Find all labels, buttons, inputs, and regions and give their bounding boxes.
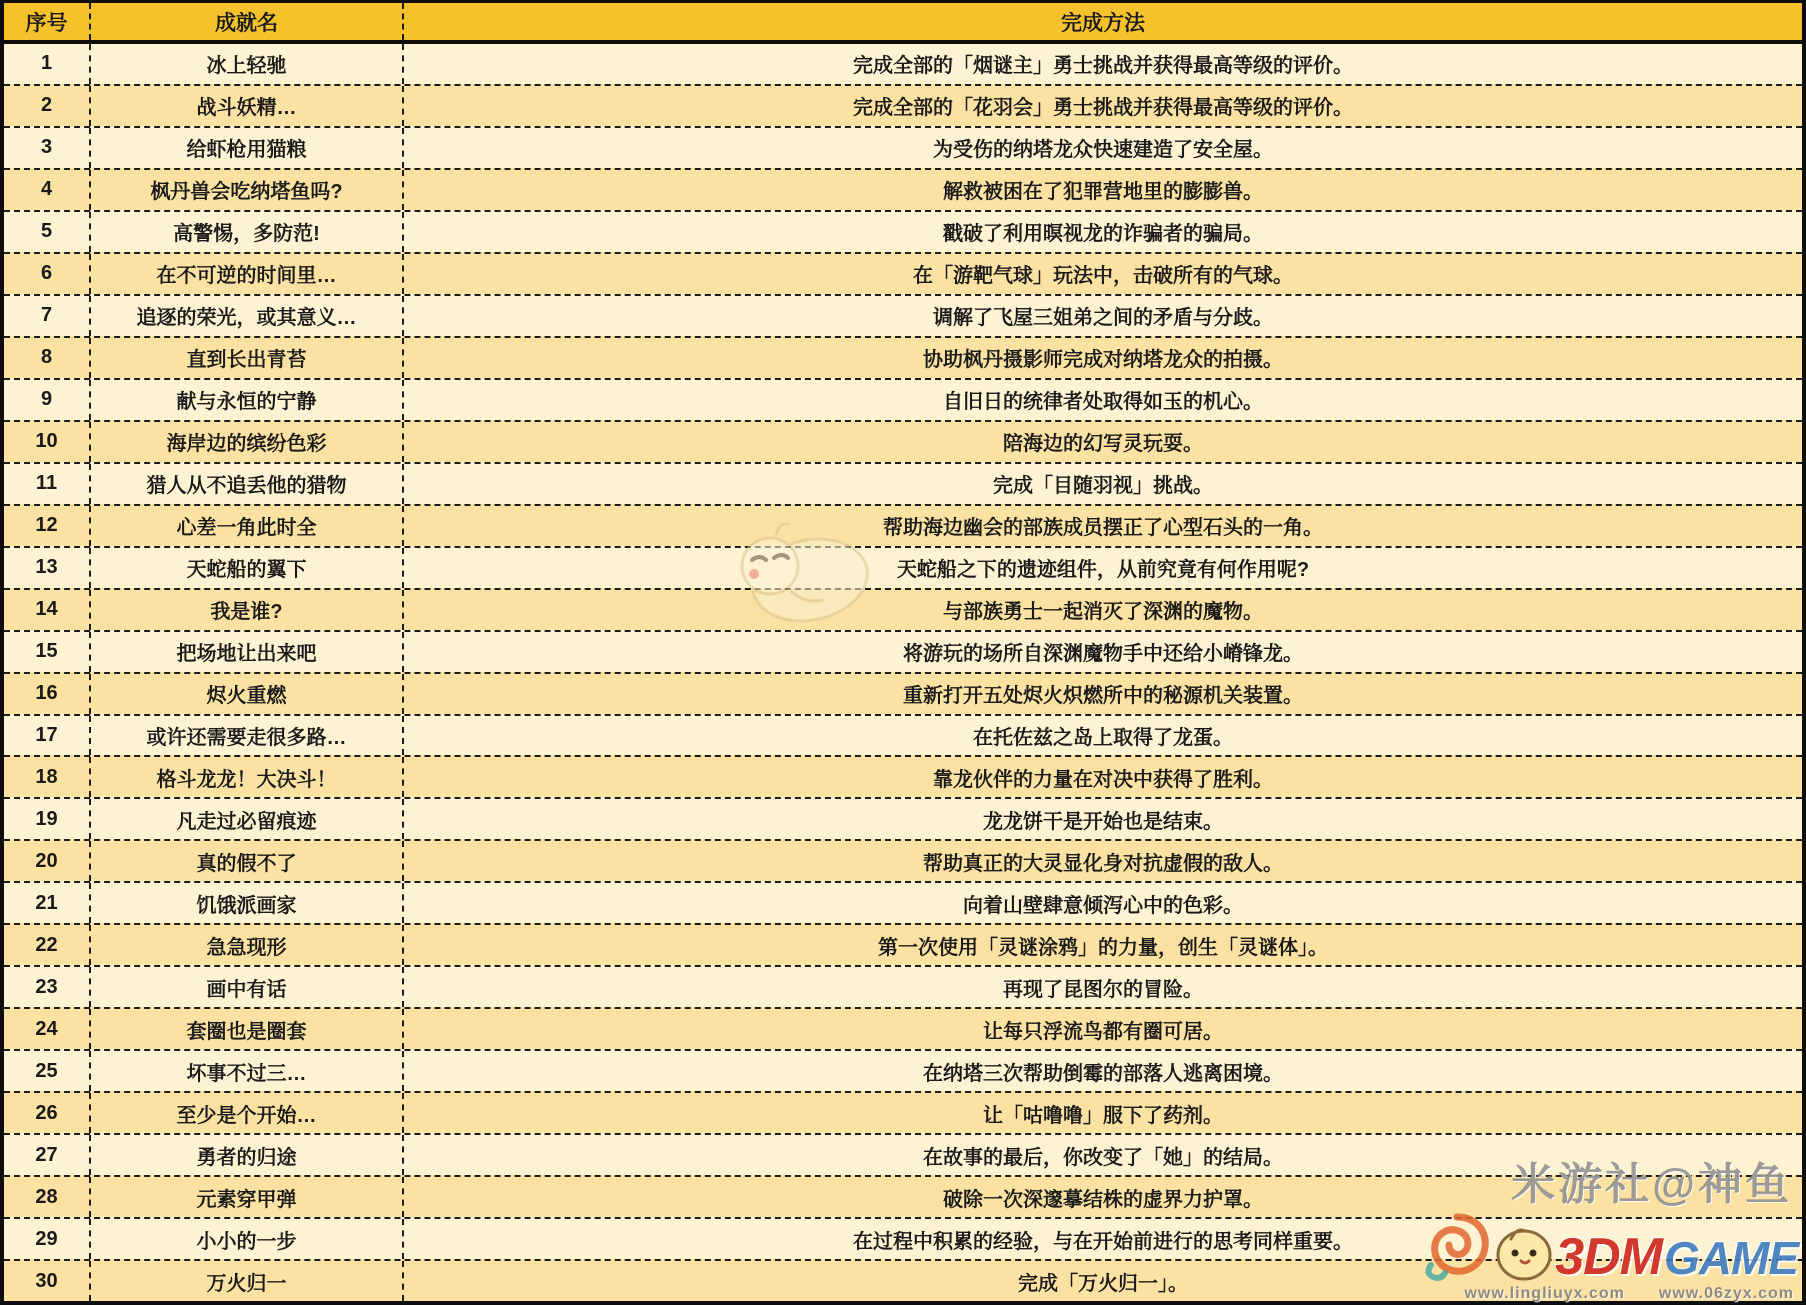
completion-method-cell: 在故事的最后，你改变了「她」的结局。 [402,1135,1802,1175]
table-row [4,755,1802,797]
row-index: 29 [35,1227,58,1250]
achievement-name-cell: 烬火重燃 [89,674,402,714]
completion-method-cell: 协助枫丹摄影师完成对纳塔龙众的拍摄。 [402,338,1802,378]
achievement-name-cell: 高警惕，多防范! [89,212,402,252]
table-row [4,1091,1802,1133]
table-row [4,839,1802,881]
row-index: 23 [35,975,58,998]
achievement-name-cell: 急急现形 [89,925,402,965]
completion-method-cell: 在托佐兹之岛上取得了龙蛋。 [402,716,1802,756]
table-body [4,44,1802,1301]
completion-method-cell: 调解了飞屋三姐弟之间的矛盾与分歧。 [402,296,1802,336]
table-row [4,252,1802,294]
table-row [4,630,1802,672]
completion-method-cell: 戳破了利用暝视龙的诈骗者的骗局。 [402,212,1802,252]
completion-method-cell: 在纳塔三次帮助倒霉的部落人逃离困境。 [402,1051,1802,1091]
completion-method-cell: 与部族勇士一起消灭了深渊的魔物。 [402,590,1802,630]
row-index: 4 [40,178,53,201]
completion-method-cell: 陪海边的幻写灵玩耍。 [402,422,1802,462]
achievement-name-cell: 套圈也是圈套 [89,1009,402,1049]
achievement-name-cell: 饥饿派画家 [89,883,402,923]
table-row [4,504,1802,546]
row-index: 1 [40,52,53,75]
table-row [4,294,1802,336]
row-index: 25 [35,1059,58,1082]
community-watermark-text: 米游社@神鱼 [1511,1160,1792,1209]
completion-method-cell: 自旧日的统律者处取得如玉的机心。 [402,380,1802,420]
row-index: 13 [35,556,58,579]
completion-method-cell: 帮助海边幽会的部族成员摆正了心型石头的一角。 [402,506,1802,546]
completion-method-cell: 完成「目随羽视」挑战。 [402,464,1802,504]
table-row [4,672,1802,714]
achievement-name-cell: 献与永恒的宁静 [89,380,402,420]
completion-method-cell: 破除一次深邃摹结株的虚界力护罩。 [402,1177,1802,1217]
row-index: 30 [35,1269,58,1292]
achievement-name-cell: 小小的一步 [89,1219,402,1259]
table-row [4,797,1802,839]
achievement-name-cell: 在不可逆的时间里… [89,254,402,294]
row-index: 2 [40,94,53,117]
achievement-name-cell: 真的假不了 [89,841,402,881]
row-index: 8 [40,346,53,369]
completion-method-cell: 靠龙伙伴的力量在对决中获得了胜利。 [402,757,1802,797]
table-row [4,84,1802,126]
row-index: 14 [35,598,58,621]
table-row [4,420,1802,462]
completion-method-cell: 龙龙饼干是开始也是结束。 [402,799,1802,839]
row-index: 22 [35,933,58,956]
row-index: 21 [35,891,58,914]
table-row [4,546,1802,588]
completion-method-cell: 在「游靶气球」玩法中，击破所有的气球。 [402,254,1802,294]
row-index: 18 [35,765,58,788]
header-achievement-name: 成就名 [89,3,402,40]
table-row [4,1007,1802,1049]
achievement-name-cell: 凡走过必留痕迹 [89,799,402,839]
completion-method-cell: 帮助真正的大灵显化身对抗虚假的敌人。 [402,841,1802,881]
row-index: 27 [35,1143,58,1166]
achievement-name-cell: 给虾枪用猫粮 [89,128,402,168]
achievement-name-cell: 元素穿甲弹 [89,1177,402,1217]
table-row [4,44,1802,84]
table-row [4,126,1802,168]
achievement-name-cell: 坏事不过三… [89,1051,402,1091]
table-row [4,714,1802,756]
row-index: 24 [35,1017,58,1040]
table-row [4,462,1802,504]
watermark-url-left: www.lingliuyx.com [1464,1285,1625,1302]
achievement-name-cell: 或许还需要走很多路… [89,716,402,756]
header-index: 序号 [25,11,68,35]
table-row [4,881,1802,923]
achievement-name-cell: 我是谁? [89,590,402,630]
completion-method-cell: 为受伤的纳塔龙众快速建造了安全屋。 [402,128,1802,168]
row-index: 26 [35,1101,58,1124]
achievement-name-cell: 心差一角此时全 [89,506,402,546]
completion-method-cell: 完成「万火归一」。 [402,1261,1802,1301]
completion-method-cell: 完成全部的「烟谜主」勇士挑战并获得最高等级的评价。 [402,44,1802,84]
table-row [4,336,1802,378]
completion-method-cell: 天蛇船之下的遗迹组件，从前究竟有何作用呢? [402,548,1802,588]
completion-method-cell: 第一次使用「灵谜涂鸦」的力量，创生「灵谜体」。 [402,925,1802,965]
table-row [4,1133,1802,1175]
table-row [4,168,1802,210]
achievement-name-cell: 天蛇船的翼下 [89,548,402,588]
row-index: 3 [40,136,53,159]
table-row [4,210,1802,252]
completion-method-cell: 再现了昆图尔的冒险。 [402,967,1802,1007]
table-row [4,965,1802,1007]
completion-method-cell: 完成全部的「花羽会」勇士挑战并获得最高等级的评价。 [402,86,1802,126]
row-index: 12 [35,514,58,537]
row-index: 9 [40,388,53,411]
achievement-name-cell: 格斗龙龙！大决斗！ [89,757,402,797]
achievement-name-cell: 战斗妖精… [89,86,402,126]
completion-method-cell: 让「咕噜噜」服下了药剂。 [402,1093,1802,1133]
header-completion-method: 完成方法 [402,3,1802,40]
achievement-name-cell: 直到长出青苔 [89,338,402,378]
table-row [4,923,1802,965]
achievement-name-cell: 万火归一 [89,1261,402,1301]
achievement-name-cell: 枫丹兽会吃纳塔鱼吗? [89,170,402,210]
row-index: 5 [40,220,53,243]
achievement-name-cell: 追逐的荣光，或其意义… [89,296,402,336]
achievement-name-cell: 冰上轻驰 [89,44,402,84]
row-index: 6 [40,262,53,285]
completion-method-cell: 让每只浮流鸟都有圈可居。 [402,1009,1802,1049]
table-row [4,1259,1802,1301]
table-row [4,1217,1802,1259]
table-row [4,588,1802,630]
watermark-url-right: www.06zyx.com [1658,1285,1794,1302]
logo-3dm-text: 3DM [1555,1228,1662,1287]
row-index: 17 [35,723,58,746]
achievement-name-cell: 勇者的归途 [89,1135,402,1175]
row-index: 7 [40,304,53,327]
row-index: 15 [35,640,58,663]
table-row [4,1175,1802,1217]
achievement-name-cell: 至少是个开始… [89,1093,402,1133]
table-row [4,378,1802,420]
row-index: 19 [35,807,58,830]
completion-method-cell: 解救被困在了犯罪营地里的膨膨兽。 [402,170,1802,210]
table-row [4,1049,1802,1091]
row-index: 16 [35,682,58,705]
table-header-row [4,3,1802,44]
completion-method-cell: 将游玩的场所自深渊魔物手中还给小嵴锋龙。 [402,632,1802,672]
achievement-name-cell: 海岸边的缤纷色彩 [89,422,402,462]
row-index: 11 [35,472,58,495]
completion-method-cell: 向着山壁肆意倾泻心中的色彩。 [402,883,1802,923]
completion-method-cell: 在过程中积累的经验，与在开始前进行的思考同样重要。 [402,1219,1802,1259]
logo-game-text: GAME [1664,1232,1798,1285]
row-index: 28 [35,1185,58,1208]
row-index: 20 [35,849,58,872]
achievement-name-cell: 画中有话 [89,967,402,1007]
achievement-name-cell: 把场地让出来吧 [89,632,402,672]
row-index: 10 [35,430,58,453]
achievement-name-cell: 猎人从不追丢他的猎物 [89,464,402,504]
completion-method-cell: 重新打开五处烬火炽燃所中的秘源机关装置。 [402,674,1802,714]
